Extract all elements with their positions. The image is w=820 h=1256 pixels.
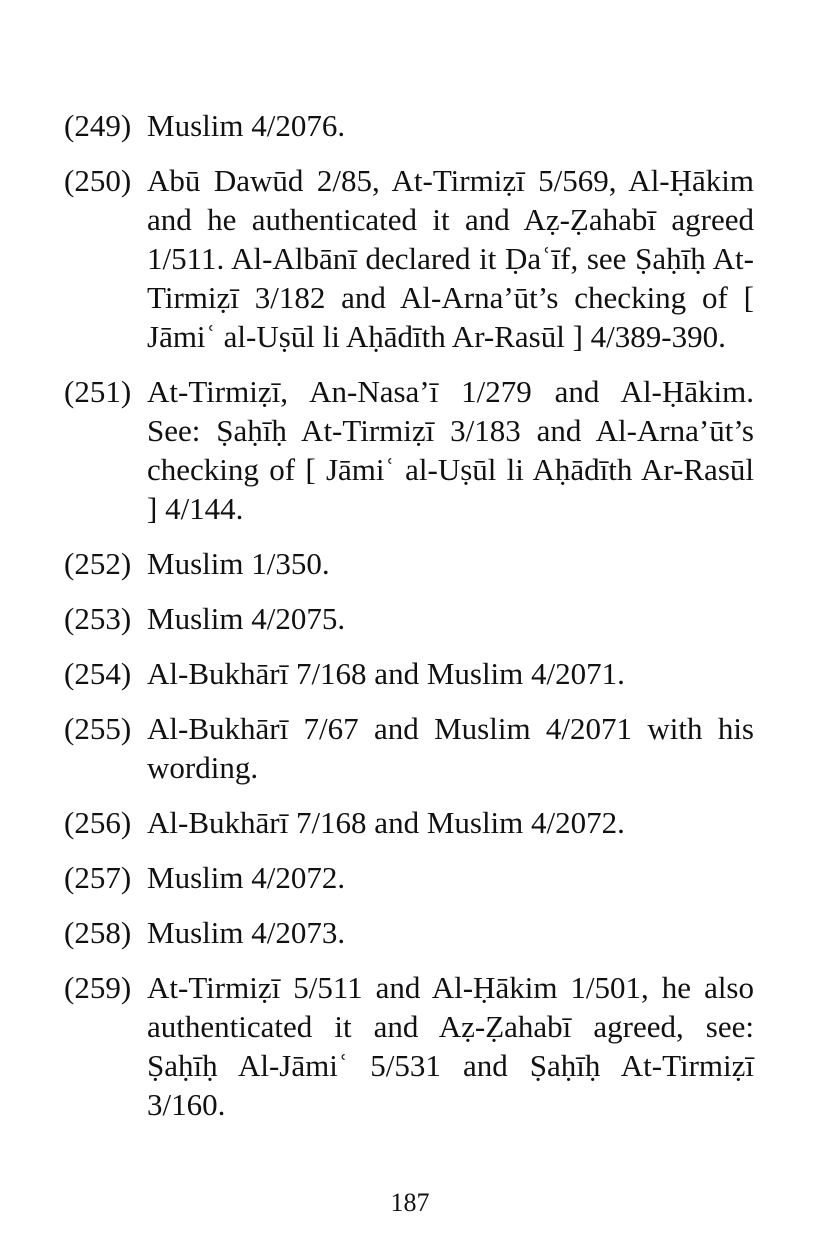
footnote-257	[64, 858, 754, 897]
footnote-258	[64, 913, 754, 952]
footnote-number: (259)	[64, 970, 132, 1005]
footnote-text: Al-Bukhārī 7/168 and Muslim 4/2072.	[147, 805, 625, 840]
footnote-254	[64, 654, 754, 693]
footnote-253	[64, 599, 754, 638]
footnote-text: Muslim 4/2073.	[147, 915, 346, 950]
footnote-text: Muslim 1/350.	[147, 546, 330, 581]
footnote-text: At-Tirmiẓī, An-Nasa’ī 1/279 and Al-Ḥākim. See: Ṣaḥīḥ At-Tirmiẓī 3/183 and Al-Arna’ūt’s checking of [ Jāmiʿ al-Uṣūl li Aḥādīth Ar-Rasūl ] 4/144.	[147, 374, 754, 526]
footnote-number: (249)	[64, 108, 132, 143]
footnote-number: (254)	[64, 656, 132, 691]
footnote-number: (252)	[64, 546, 132, 581]
page-number: 187	[390, 1188, 430, 1217]
footnote-256	[64, 803, 754, 842]
footnote-number: (256)	[64, 805, 132, 840]
footnote-text: Al-Bukhārī 7/168 and Muslim 4/2071.	[147, 656, 625, 691]
footnotes-list	[64, 106, 754, 1140]
footnote-text: Muslim 4/2076.	[147, 108, 346, 143]
footnote-252	[64, 544, 754, 583]
footnote-number: (255)	[64, 711, 132, 746]
footnote-255	[64, 709, 754, 787]
footnote-249	[64, 106, 754, 145]
footnote-text: Al-Bukhārī 7/67 and Muslim 4/2071 with his wording.	[147, 711, 754, 785]
footnote-number: (257)	[64, 860, 132, 895]
footnote-text: At-Tirmiẓī 5/511 and Al-Ḥākim 1/501, he also authenticated it and Aẓ-Ẓahabī agreed, see: Ṣaḥīḥ Al-Jāmiʿ 5/531 and Ṣaḥīḥ At-Tirmiẓī 3/160.	[147, 970, 754, 1122]
footnote-number: (251)	[64, 374, 132, 409]
footnote-number: (253)	[64, 601, 132, 636]
footnote-number: (258)	[64, 915, 132, 950]
footnote-259	[64, 968, 754, 1124]
footnote-text: Muslim 4/2072.	[147, 860, 346, 895]
footnote-text: Abū Dawūd 2/85, At-Tirmiẓī 5/569, Al-Ḥākim and he authenticated it and Aẓ-Ẓahabī agreed 1/511. Al-Albānī declared it Ḍaʿīf, see Ṣaḥīḥ At-Tirmiẓī 3/182 and Al-Arna’ūt’s checking of [ Jāmiʿ al-Uṣūl li Aḥādīth Ar-Rasūl ] 4/389-390.	[147, 163, 754, 354]
footnote-251	[64, 372, 754, 528]
footnote-text: Muslim 4/2075.	[147, 601, 346, 636]
footnote-number: (250)	[64, 163, 132, 198]
footnote-250	[64, 161, 754, 356]
